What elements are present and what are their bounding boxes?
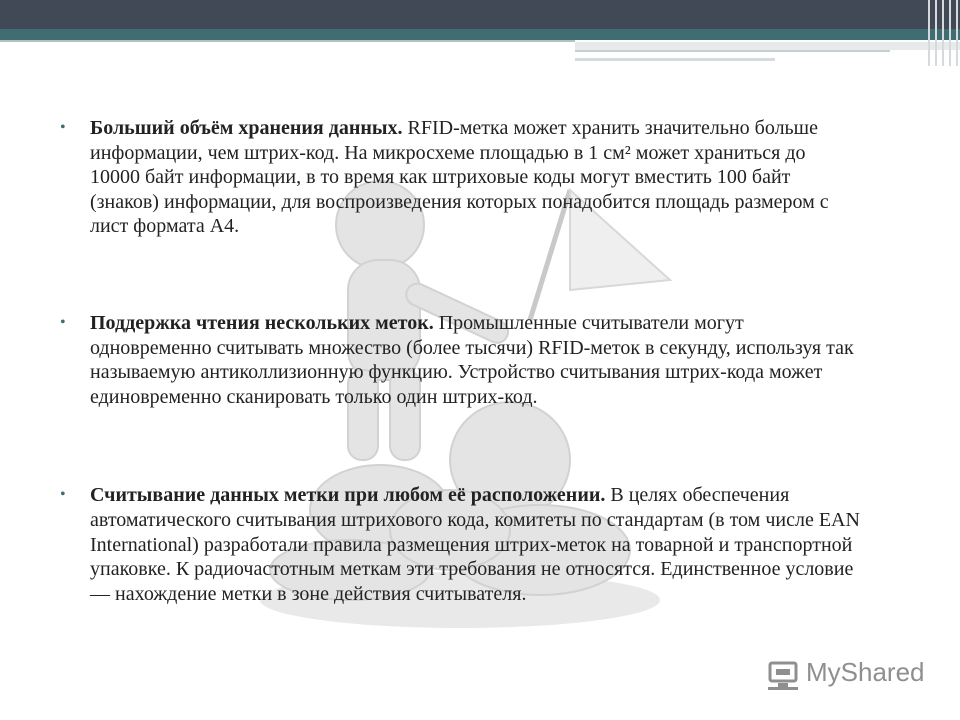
header-line [575, 42, 960, 50]
bullet-text: RFID-метка может хранить значительно больше информации, чем штрих-код. На микросхеме площадью в 1 см² может храниться до 10000 байт информации, в то время как штриховые коды могут вместить 100 байт (знаков) информации, для воспроизведения которых понадобится площадь размером с лист формата А4. [90, 117, 829, 238]
bullet-text: Промышленные считыватели могут одновременно считывать множество (более тысячи) RFID-меток в секунду, используя так называемую антиколлизионную функцию. Устройство считывания штрих-кода может единовременно сканировать только один штрих-код. [90, 311, 854, 408]
bullet-item [60, 311, 860, 409]
header-stripes [926, 0, 960, 66]
watermark [766, 655, 936, 695]
slide-content [60, 116, 860, 606]
bullet-title: Считывание данных метки при любом её расположении. [90, 484, 606, 507]
header-line [575, 50, 890, 52]
header-accent-bar [0, 29, 960, 40]
bullet-marker: • [60, 119, 66, 136]
bullet-item [60, 116, 860, 239]
header-bar [0, 0, 960, 29]
myshared-logo-icon [766, 657, 802, 693]
bullet-marker: • [60, 486, 66, 504]
header-line [0, 40, 575, 42]
bullet-text: В целях обеспечения автоматического считывания штрихового кода, комитеты по стандартам (в том числе EAN International) разработали правила размещения штрих-меток на товарной и транспортной упаковке. К радиочастотным меткам эти требования не относятся. Единственное условие — нахождение метки в зоне действия считывателя. [90, 484, 860, 605]
bullet-marker: • [60, 313, 66, 331]
header-line [575, 58, 775, 61]
bullet-item [60, 483, 860, 606]
bullet-title: Поддержка чтения нескольких меток. [90, 311, 434, 334]
watermark-text: MyShared [806, 657, 925, 687]
bullet-title: Больший объём хранения данных. [90, 117, 403, 139]
